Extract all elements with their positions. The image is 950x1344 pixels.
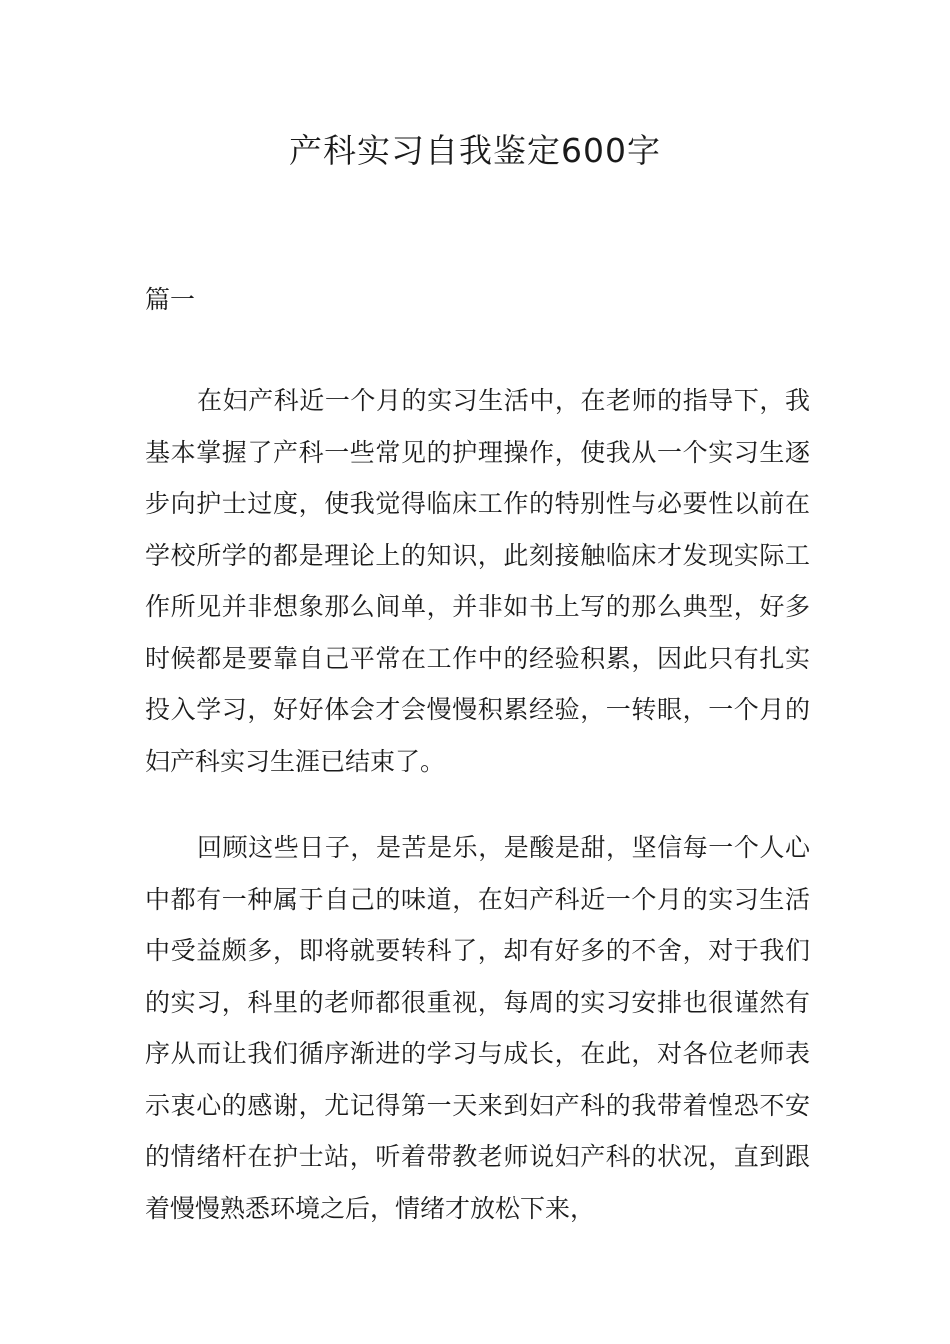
section-label: 篇一 <box>145 285 196 314</box>
body-paragraph-2: 回顾这些日子，是苦是乐，是酸是甜，坚信每一个人心中都有一种属于自己的味道，在妇产科近一个月的实习生活中受益颇多，即将就要转科了，却有好多的不舍，对于我们的实习，科里的老师都很重视，每周的实习安排也很谨然有序从而让我们循序渐进的学习与成长，在此，对各位老师表示衷心的感谢，尤记得第一天来到妇产科的我带着惶恐不安的情绪杆在护士站，听着带教老师说妇产科的状况，直到跟着慢慢熟悉环境之后，情绪才放松下来， <box>145 833 810 1223</box>
document-title: 产科实习自我鉴定600字 <box>289 131 661 170</box>
body-paragraph-1: 在妇产科近一个月的实习生活中，在老师的指导下，我基本掌握了产科一些常见的护理操作，使我从一个实习生逐步向护士过度，使我觉得临床工作的特别性与必要性以前在学校所学的都是理论上的知识，此刻接触临床才发现实际工作所见并非想象那么间单，并非如书上写的那么典型，好多时候都是要靠自己平常在工作中的经验积累，因此只有扎实投入学习，好好体会才会慢慢积累经验，一转眼，一个月的妇产科实习生涯已结束了。 <box>145 386 810 776</box>
